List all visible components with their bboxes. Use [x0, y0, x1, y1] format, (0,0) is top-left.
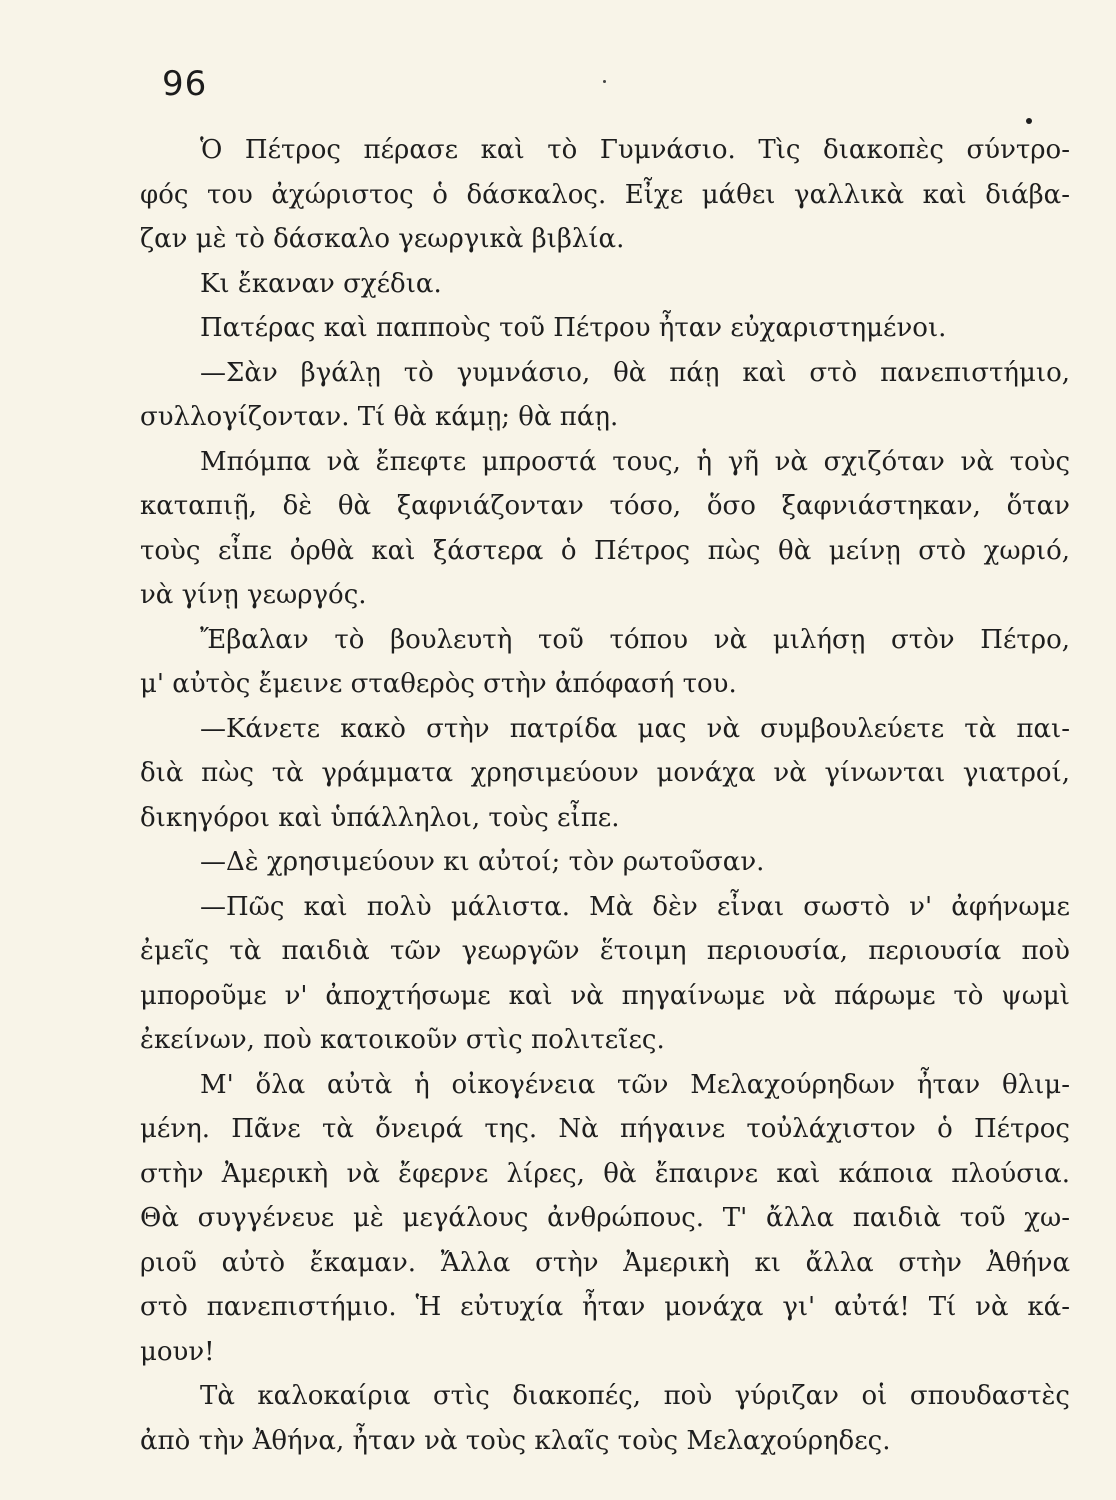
paragraph	[140, 351, 1070, 440]
text-line: ἀπὸ τὴν Ἀθήνα, ἦταν νὰ τοὺς κλαῖς τοὺς Μελαχούρηδες.	[140, 1425, 891, 1456]
text-line: συλλογίζονταν. Τί θὰ κάμῃ; θὰ πάῃ.	[140, 402, 619, 432]
text-line: Ὁ Πέτρος πέρασε καὶ τὸ Γυμνάσιο. Τὶς διακοπὲς σύντρο-	[200, 135, 1070, 165]
text-line: Πατέρας καὶ παπποὺς τοῦ Πέτρου ἦταν εὐχαριστημένοι.	[200, 313, 947, 343]
print-dot	[1026, 118, 1032, 124]
print-speck	[603, 80, 606, 83]
paragraph	[140, 1374, 1070, 1463]
text-line: ριοῦ αὐτὸ ἔκαμαν. Ἄλλα στὴν Ἀμερικὴ κι ἄλλα στὴν Ἀθήνα	[140, 1247, 1070, 1278]
text-line: νὰ γίνῃ γεωργός.	[140, 580, 367, 610]
text-line: Ἔβαλαν τὸ βουλευτὴ τοῦ τόπου νὰ μιλήσῃ στὸν Πέτρο,	[200, 624, 1070, 655]
paragraph	[140, 885, 1070, 1063]
text-line: μ' αὐτὸς ἔμεινε σταθερὸς στὴν ἀπόφασή του.	[140, 669, 737, 699]
paragraph	[140, 618, 1070, 707]
paragraph	[140, 440, 1070, 618]
text-line: διὰ πὼς τὰ γράμματα χρησιμεύουν μονάχα νὰ γίνωνται γιατροί,	[140, 758, 1070, 788]
text-line: Θὰ συγγένευε μὲ μεγάλους ἀνθρώπους. Τ' ἄλλα παιδιὰ τοῦ χω-	[140, 1203, 1070, 1233]
paragraph	[140, 840, 1070, 885]
paragraph	[140, 128, 1070, 262]
body-text	[140, 128, 1070, 1463]
text-line: φός του ἀχώριστος ὁ δάσκαλος. Εἶχε μάθει γαλλικὰ καὶ διάβα-	[140, 179, 1070, 210]
text-line: στὸ πανεπιστήμιο. Ἡ εὐτυχία ἦταν μονάχα γι' αὐτά! Τί νὰ κά-	[140, 1292, 1070, 1322]
text-line: —Σὰν βγάλῃ τὸ γυμνάσιο, θὰ πάῃ καὶ στὸ πανεπιστήμιο,	[200, 357, 1070, 388]
text-line: μένη. Πᾶνε τὰ ὄνειρά της. Νὰ πήγαινε τοὐλάχιστον ὁ Πέτρος	[140, 1114, 1070, 1144]
text-line: Μπόμπα νὰ ἔπεφτε μπροστά τους, ἡ γῆ νὰ σχιζόταν νὰ τοὺς	[200, 446, 1070, 477]
paragraph	[140, 707, 1070, 841]
text-line: Μ' ὅλα αὐτὰ ἡ οἰκογένεια τῶν Μελαχούρηδων ἦταν θλιμ-	[200, 1069, 1070, 1100]
text-line: τοὺς εἶπε ὀρθὰ καὶ ξάστερα ὁ Πέτρος πὼς θὰ μείνῃ στὸ χωριό,	[140, 535, 1070, 566]
text-line: καταπιῇ, δὲ θὰ ξαφνιάζονταν τόσο, ὅσο ξαφνιάστηκαν, ὅταν	[140, 491, 1070, 521]
text-line: δικηγόροι καὶ ὑπάλληλοι, τοὺς εἶπε.	[140, 802, 620, 833]
paragraph	[140, 306, 1070, 351]
text-line: ἐμεῖς τὰ παιδιὰ τῶν γεωργῶν ἕτοιμη περιουσία, περιουσία ποὺ	[140, 936, 1070, 966]
page-number: 96	[162, 64, 208, 104]
text-line: στὴν Ἀμερικὴ νὰ ἔφερνε λίρες, θὰ ἔπαιρνε καὶ κάποια πλούσια.	[140, 1158, 1070, 1189]
text-line: —Πῶς καὶ πολὺ μάλιστα. Μὰ δὲν εἶναι σωστὸ ν' ἀφήνωμε	[200, 891, 1070, 922]
text-line: Τὰ καλοκαίρια στὶς διακοπές, ποὺ γύριζαν οἱ σπουδαστὲς	[200, 1381, 1070, 1411]
paragraph	[140, 1063, 1070, 1375]
text-line: μποροῦμε ν' ἀποχτήσωμε καὶ νὰ πηγαίνωμε νὰ πάρωμε τὸ ψωμὶ	[140, 980, 1070, 1011]
text-line: —Κάνετε κακὸ στὴν πατρίδα μας νὰ συμβουλεύετε τὰ παι-	[200, 713, 1070, 744]
text-line: ζαν μὲ τὸ δάσκαλο γεωργικὰ βιβλία.	[140, 224, 625, 254]
text-line: ἐκείνων, ποὺ κατοικοῦν στὶς πολιτεῖες.	[140, 1025, 665, 1055]
text-line: μουν!	[140, 1336, 215, 1367]
text-line: —Δὲ χρησιμεύουν κι αὐτοί; τὸν ρωτοῦσαν.	[200, 847, 765, 877]
text-line: Κι ἔκαναν σχέδια.	[200, 268, 442, 299]
paragraph	[140, 262, 1070, 307]
